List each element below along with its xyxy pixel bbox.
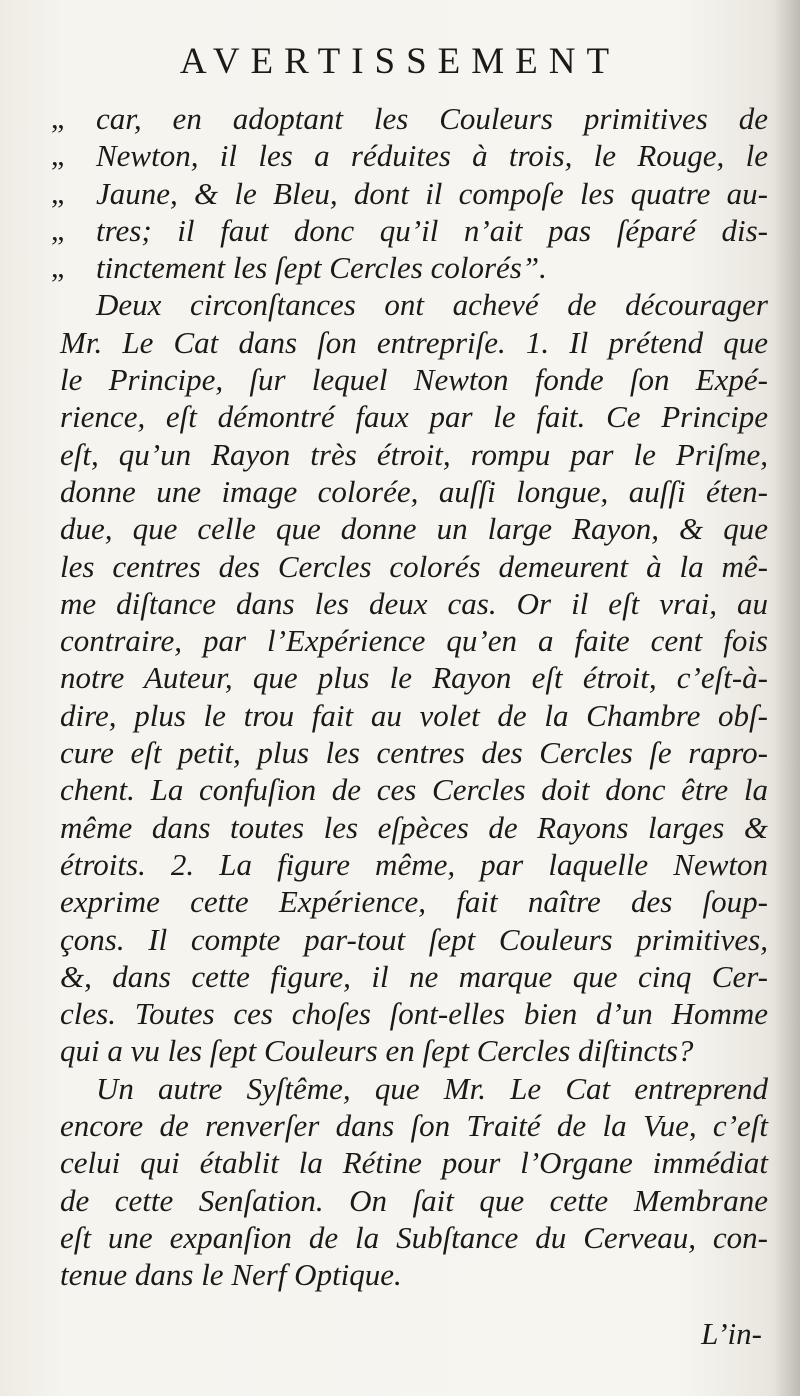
- text-line: tenue dans le Nerf Optique.: [60, 1257, 402, 1293]
- text-line: exprime cette Expérience, fait naître des ſoup-: [60, 884, 768, 920]
- text-line: „ tres; il faut donc qu’il n’ait pas ſéparé dis-: [51, 212, 768, 248]
- text-line: notre Auteur, que plus le Rayon eſt étroit, c’eſt-à-: [60, 660, 768, 696]
- text-line: cure eſt petit, plus les centres des Cercles ſe rapro-: [60, 735, 768, 771]
- text-line: cles. Toutes ces choſes ſont-elles bien d’un Homme: [60, 996, 768, 1032]
- text-line: étroits. 2. La figure même, par laquelle Newton: [60, 846, 768, 882]
- text-line: qui a vu les ſept Couleurs en ſept Cercles diſtincts?: [60, 1033, 694, 1069]
- text-line: encore de renverſer dans ſon Traité de la Vue, c’eſt: [60, 1108, 768, 1144]
- quote-mark: „: [51, 176, 65, 210]
- text-line: &, dans cette figure, il ne marque que cinq Cer-: [60, 958, 768, 994]
- text-line: „ car, en adoptant les Couleurs primitives de: [51, 101, 768, 136]
- text-line: „ Jaune, & le Bleu, dont il compoſe les quatre au-: [51, 175, 768, 211]
- text-line: de cette Senſation. On ſait que cette Membrane: [60, 1182, 768, 1218]
- text-line: eſt une expanſion de la Subſtance du Cerveau, con-: [60, 1219, 768, 1255]
- catchword: L’in-: [701, 1316, 762, 1351]
- text-line: celui qui établit la Rétine pour l’Organe immédiat: [60, 1145, 768, 1181]
- quote-mark: „: [51, 251, 65, 285]
- text-line: donne une image colorée, auſſi longue, auſſi éten-: [60, 473, 768, 509]
- text-line: rience, eſt démontré faux par le fait. Ce Principe: [60, 399, 768, 435]
- text-line: Mr. Le Cat dans ſon entrepriſe. 1. Il prétend que: [60, 324, 768, 360]
- text-line: çons. Il compte par-tout ſept Couleurs primitives,: [60, 921, 768, 957]
- text-line: eſt, qu’un Rayon très étroit, rompu par le Priſme,: [60, 436, 768, 472]
- text-line: „ Newton, il les a réduites à trois, le Rouge, le: [51, 138, 768, 174]
- text-line: dire, plus le trou fait au volet de la Chambre obſ-: [60, 697, 768, 733]
- quote-mark: „: [51, 213, 65, 247]
- text-line: Deux circonſtances ont achevé de décourager: [96, 287, 768, 323]
- page-edge-shadow: [774, 0, 800, 1396]
- text-line: chent. La confuſion de ces Cercles doit donc être la: [60, 772, 768, 808]
- body-text: [51, 100, 768, 1294]
- running-header: AVERTISSEMENT: [179, 41, 621, 82]
- text-line: les centres des Cercles colorés demeurent à la mê-: [60, 548, 768, 584]
- text-line: „ tinctement les ſept Cercles colorés”.: [51, 250, 547, 286]
- text-line: contraire, par l’Expérience qu’en a faite cent fois: [60, 623, 768, 659]
- text-line: même dans toutes les eſpèces de Rayons larges &: [60, 809, 768, 845]
- text-line: due, que celle que donne un large Rayon, & que: [60, 511, 768, 547]
- quote-mark: „: [51, 102, 65, 135]
- text-line: me diſtance dans les deux cas. Or il eſt vrai, au: [60, 585, 768, 621]
- text-line: le Principe, ſur lequel Newton fonde ſon Expé-: [60, 362, 768, 398]
- quote-mark: „: [51, 139, 65, 173]
- text-line: Un autre Syſtême, que Mr. Le Cat entreprend: [96, 1070, 768, 1106]
